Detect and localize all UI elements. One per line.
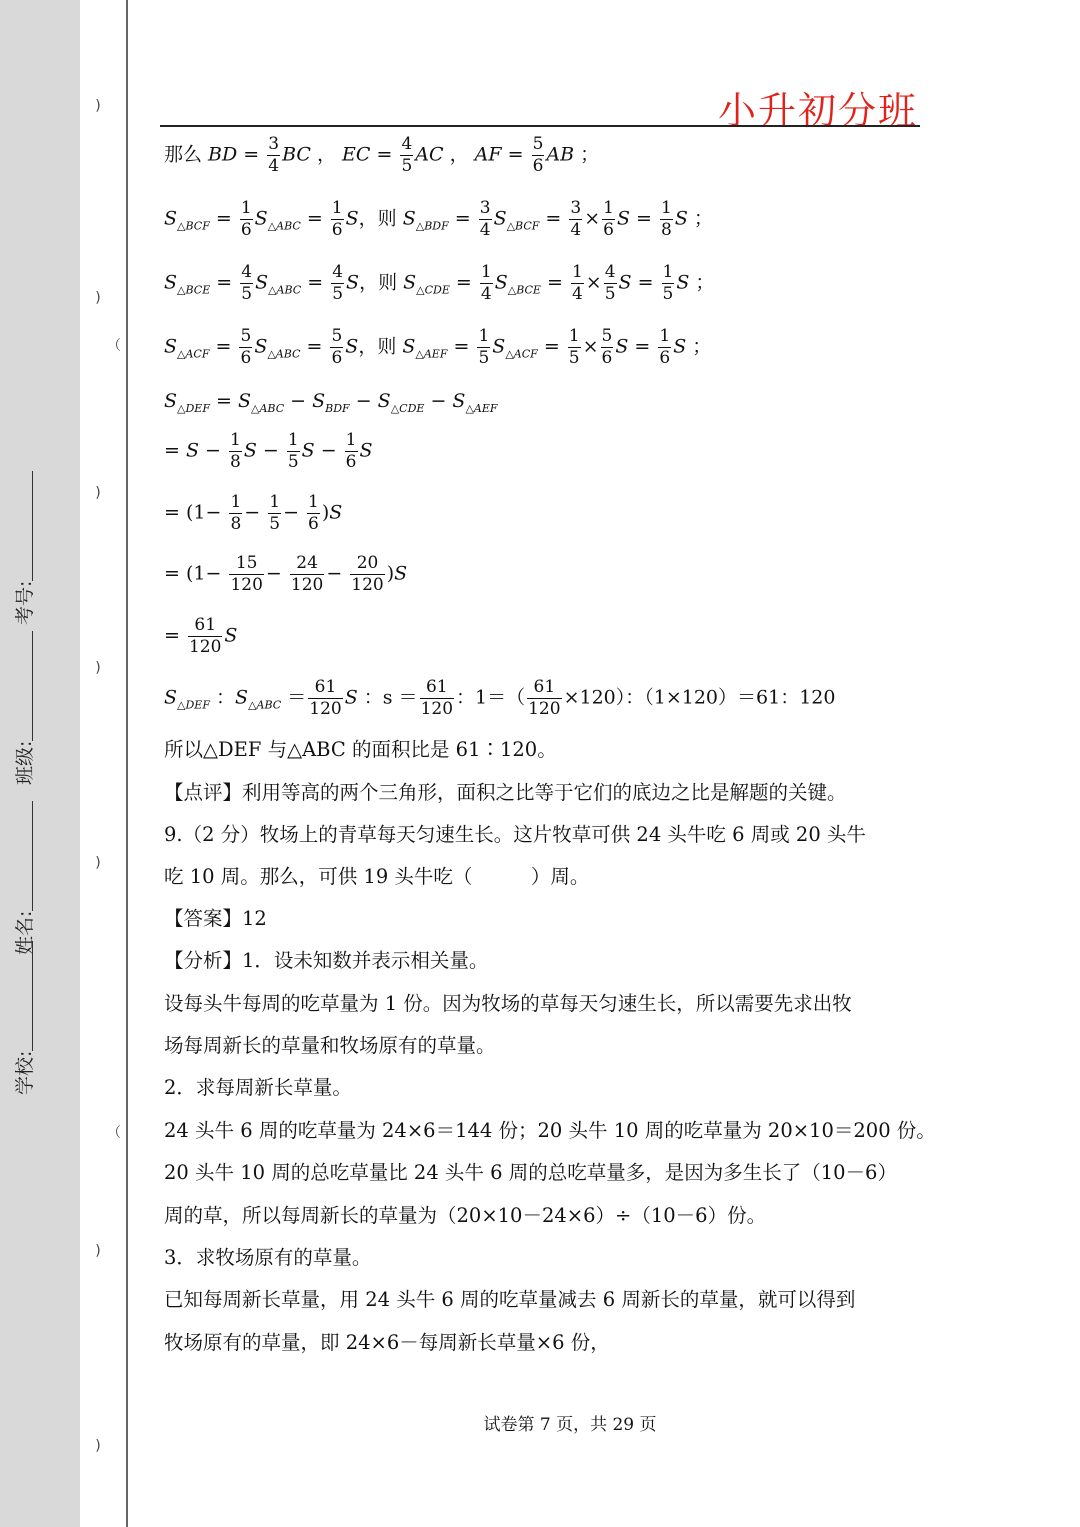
analysis-heading: 【分析】1．设未知数并表示相关量。 (164, 949, 489, 972)
analysis-paragraph-6: 已知每周新长草量，用 24 头牛 6 周的吃草量减去 6 周新长的草量，就可以得到 (164, 1288, 856, 1311)
ratio-definitions: 那么 BD = $\frac{3}{4}$ BC ， EC = $\frac{4}{5}$ AC ， AF = $\frac{5}{6}$ AB ； (164, 134, 600, 176)
class-field (10, 715, 36, 785)
answer: 【答案】12 (164, 907, 267, 930)
analysis-paragraph-5: 周的草，所以每周新长的草量为（20×10－24×6）÷（10－6）份。 (164, 1204, 767, 1227)
area-aef-equation: $S_{\triangle ACF}$ = $\frac{5}{6}$ $S_{\triangle ABC}$ = $\frac{5}{6}$ S，则 $S_{\triangle AEF}$ = $\frac{1}{5}$ $S_{\triangle ACF}$ = $\frac{1}{5}$ × $\frac{5}{6}$ S = $\frac{1}{6}$ S ； (164, 326, 712, 368)
comment: 【点评】利用等高的两个三角形，面积之比等于它们的底边之比是解题的关键。 (164, 781, 847, 804)
analysis-paragraph-1: 设每头牛每周的吃草量为 1 份。因为牧场的草每天匀速生长，所以需要先求出牧 (164, 992, 852, 1015)
header-rule (160, 125, 920, 127)
analysis-paragraph-7: 牧场原有的草量，即 24×6－每周新长草量×6 份， (164, 1331, 610, 1354)
ratio-conclusion: 所以△DEF 与△ABC 的面积比是 61∶120。 (164, 738, 557, 761)
brand-logo: 小升初分班 (717, 89, 918, 133)
calc-step-4: = $\frac{61}{120}$ S (164, 615, 238, 657)
name-label: 姓名: (14, 910, 36, 955)
exam-number-blank (18, 471, 33, 581)
analysis-paragraph-4: 20 头牛 10 周的总吃草量比 24 头牛 6 周的总吃草量多，是因为多生长了（10－6） (164, 1161, 897, 1184)
name-blank (18, 801, 33, 911)
question-9-line-2: 吃 10 周。那么，可供 19 头牛吃（ ）周。 (164, 865, 590, 888)
analysis-paragraph-2: 场每周新长的草量和牧场原有的草量。 (164, 1034, 496, 1057)
page-footer: 试卷第 7 页，共 29 页 (483, 1415, 657, 1435)
seal-mark: （ (107, 1125, 121, 1141)
area-bdf-equation: $S_{\triangle BCF}$ = $\frac{1}{6}$ $S_{\triangle ABC}$ = $\frac{1}{6}$ S，则 $S_{\triangle BDF}$ = $\frac{3}{4}$ $S_{\triangle BCF}$ = $\frac{3}{4}$ × $\frac{1}{6}$ S = $\frac{1}{8}$ S ； (164, 198, 713, 240)
seal-mark: ) (95, 98, 101, 114)
calc-step-2: = (1− $\frac{1}{8}$ − $\frac{1}{5}$ − $\frac{1}{6}$ )S (164, 492, 343, 534)
class-label: 班级: (14, 740, 36, 785)
name-field (10, 885, 36, 955)
seal-line-strip (80, 0, 128, 1527)
analysis-paragraph-3: 24 头牛 6 周的吃草量为 24×6＝144 份；20 头牛 10 周的吃草量为 20×10＝200 份。 (164, 1119, 936, 1142)
seal-mark: ) (95, 485, 101, 501)
area-cde-equation: $S_{\triangle BCE}$ = $\frac{4}{5}$ $S_{\triangle ABC}$ = $\frac{4}{5}$ S，则 $S_{\triangle CDE}$ = $\frac{1}{4}$ $S_{\triangle BCE}$ = $\frac{1}{4}$ × $\frac{4}{5}$ S = $\frac{1}{5}$ S ； (164, 262, 715, 304)
seal-mark: ) (95, 290, 101, 306)
calc-step-1: = S − $\frac{1}{8}$ S − $\frac{1}{5}$ S − $\frac{1}{6}$ S (164, 430, 373, 472)
calc-step-3: = (1− $\frac{15}{120}$ − $\frac{24}{120}$ − $\frac{20}{120}$ )S (164, 553, 408, 595)
text-prefix: 那么 (164, 143, 203, 166)
binding-margin (0, 0, 82, 1527)
school-label: 学校: (14, 1050, 36, 1095)
step-2-heading: 2．求每周新长草量。 (164, 1076, 352, 1099)
seal-mark: ) (95, 855, 101, 871)
semicolon: ； (580, 143, 600, 166)
school-blank (18, 941, 33, 1051)
question-9-line-1: 9.（2 分）牧场上的青草每天匀速生长。这片牧草可供 24 头牛吃 6 周或 20 头牛 (164, 823, 866, 846)
step-3-heading: 3．求牧场原有的草量。 (164, 1246, 372, 1269)
seal-mark: （ (107, 338, 121, 354)
seal-mark: ) (95, 660, 101, 676)
class-blank (18, 631, 33, 741)
seal-mark: ) (95, 1438, 101, 1454)
exam-number-field (10, 555, 36, 625)
final-ratio-equation: $S_{\triangle DEF}$ ：$S_{\triangle ABC}$ ＝ $\frac{61}{120}$ S ：s ＝ $\frac{61}{120}$ ：1＝（ $\frac{61}{120}$ ×120）：（1×120）＝61：120 (164, 677, 836, 719)
seal-mark: ) (95, 1243, 101, 1259)
exam-number-label: 考号: (14, 580, 36, 625)
area-def-decomposition: $S_{\triangle DEF} = S_{\triangle ABC} - S_{BDF} - S_{\triangle CDE} - S_{\triangle AEF}$ (164, 390, 498, 415)
school-field (10, 1025, 36, 1095)
